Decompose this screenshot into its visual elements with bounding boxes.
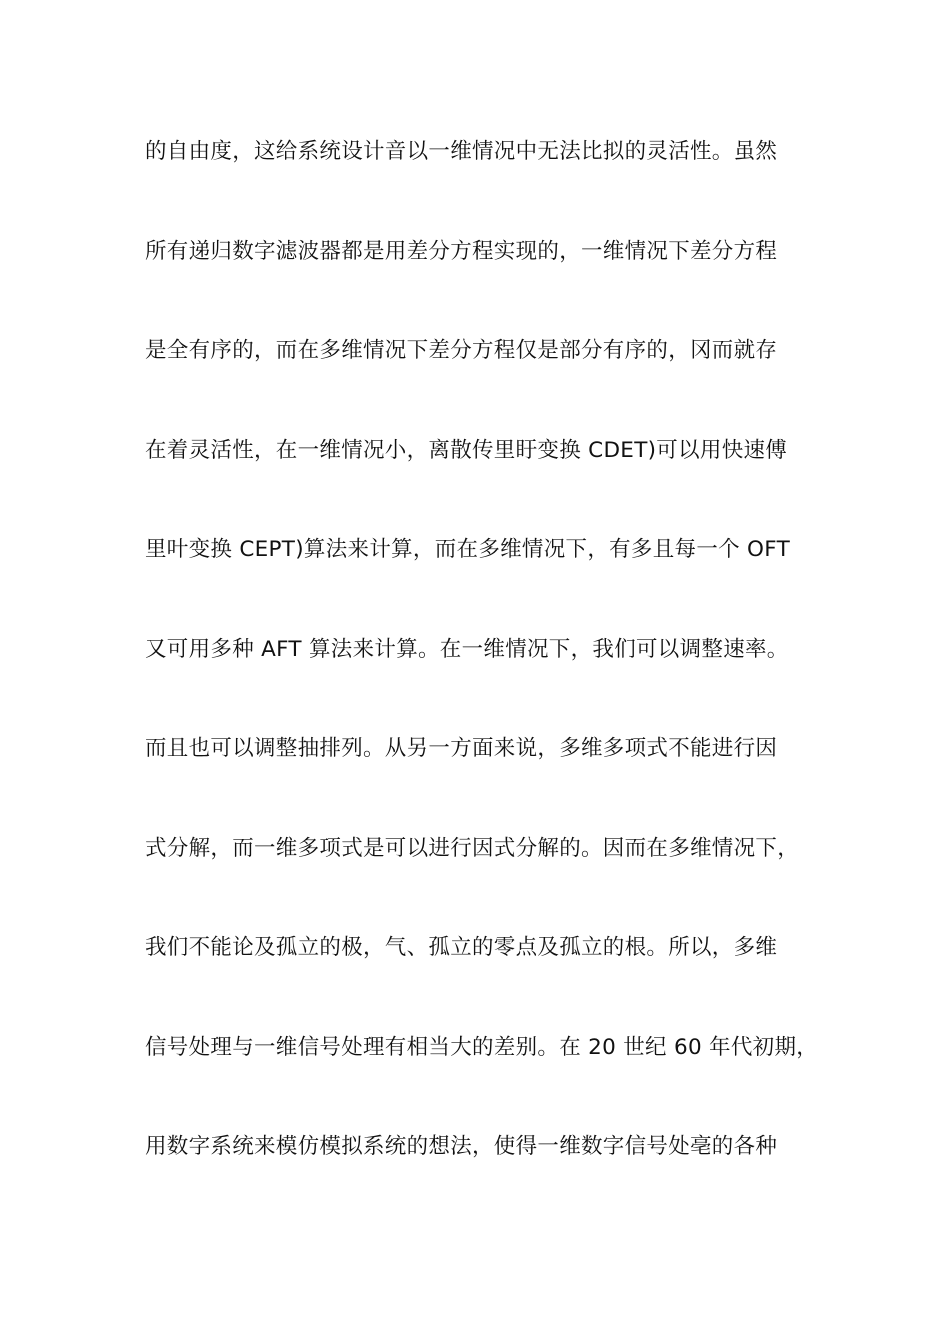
text-line-7: 而且也可以调整抽排列。从另一方面来说，多维多项式不能进行因 (145, 736, 778, 761)
text-line-11: 用数字系统来模仿模拟系统的想法，使得一维数字信号处亳的各种 (145, 1134, 778, 1159)
text-line-10: 信号处理与一维信号处理有相当大的差别。在 20 世纪 60 年代初期， (145, 1034, 819, 1060)
text-line-1: 的自由度，这给系统设计音以一维情况中无法比拟的灵活性。虽然 (145, 139, 778, 164)
text-line-2: 所有递归数字滤波器都是用差分方程实现的，一维情况下差分方程 (145, 238, 778, 264)
body-text (145, 128, 825, 1223)
text-line-3: 是全有序的，而在多维情况下差分方程仅是部分有序的，冈而就存 (145, 338, 778, 363)
text-line-6: 又可用多种 AFT 算法来计算。在一维情况下，我们可以调整速率。 (145, 636, 789, 662)
text-line-8: 式分解，而一维多项式是可以进行因式分解的。因而在多维情况下， (145, 835, 800, 861)
text-line-4: 在着灵活性，在一维情况小，离散传里盱变换 CDET)可以用快速傅 (145, 437, 788, 463)
text-line-5: 里叶变换 CEPT)算法来计算，而在多维情况下，有多且每一个 OFT (145, 537, 790, 562)
text-line-9: 我们不能论及孤立的极，气、孤立的零点及孤立的根。所以，多维 (145, 935, 778, 960)
